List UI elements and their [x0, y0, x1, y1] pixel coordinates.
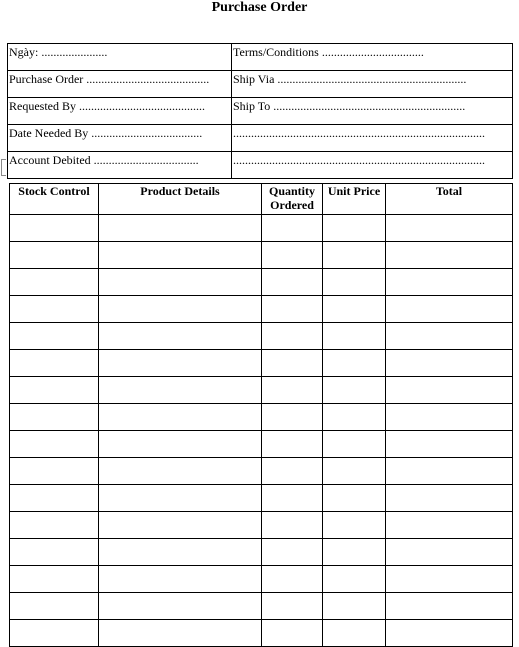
- unit-price-cell[interactable]: [323, 323, 386, 350]
- column-header-product-details: Product Details: [99, 184, 262, 215]
- stock-control-cell[interactable]: [10, 323, 99, 350]
- total-cell[interactable]: [386, 296, 513, 323]
- account-debited-field[interactable]: [8, 152, 232, 179]
- line-items-table: [9, 183, 513, 647]
- column-header-total: Total: [386, 184, 513, 215]
- product-details-cell[interactable]: [99, 242, 262, 269]
- date-needed-by-field[interactable]: [8, 125, 232, 152]
- date-needed-by-label: Date Needed By .....................................: [9, 126, 203, 140]
- ship-via-label: Ship Via ...............................................................: [233, 72, 467, 86]
- table-row: [10, 269, 513, 296]
- quantity-ordered-cell[interactable]: [262, 323, 323, 350]
- stock-control-cell[interactable]: [10, 566, 99, 593]
- product-details-cell[interactable]: [99, 458, 262, 485]
- table-row: [10, 404, 513, 431]
- unit-price-cell[interactable]: [323, 458, 386, 485]
- total-cell[interactable]: [386, 350, 513, 377]
- product-details-cell[interactable]: [99, 512, 262, 539]
- quantity-ordered-cell[interactable]: [262, 593, 323, 620]
- total-cell[interactable]: [386, 242, 513, 269]
- terms-conditions-field[interactable]: [232, 44, 513, 71]
- table-row: [10, 323, 513, 350]
- column-header-stock-control: Stock Control: [10, 184, 99, 215]
- account-debited-label: Account Debited ...................................: [9, 153, 199, 167]
- quantity-ordered-cell[interactable]: [262, 512, 323, 539]
- unit-price-cell[interactable]: [323, 620, 386, 647]
- total-cell[interactable]: [386, 620, 513, 647]
- quantity-ordered-cell[interactable]: [262, 350, 323, 377]
- table-row: [10, 539, 513, 566]
- product-details-cell[interactable]: [99, 593, 262, 620]
- stock-control-cell[interactable]: [10, 593, 99, 620]
- unit-price-cell[interactable]: [323, 431, 386, 458]
- stock-control-cell[interactable]: [10, 458, 99, 485]
- total-cell[interactable]: [386, 485, 513, 512]
- table-row: [10, 485, 513, 512]
- unit-price-cell[interactable]: [323, 242, 386, 269]
- quantity-header-line-1: Quantity: [268, 184, 315, 198]
- product-details-cell[interactable]: [99, 296, 262, 323]
- unit-price-cell[interactable]: [323, 566, 386, 593]
- purchase-order-field[interactable]: [8, 71, 232, 98]
- product-details-cell[interactable]: [99, 215, 262, 242]
- stock-control-cell[interactable]: [10, 404, 99, 431]
- terms-conditions-label: Terms/Conditions ..................................: [233, 45, 424, 59]
- quantity-ordered-cell[interactable]: [262, 620, 323, 647]
- stock-control-cell[interactable]: [10, 296, 99, 323]
- table-row: [10, 512, 513, 539]
- product-details-cell[interactable]: [99, 377, 262, 404]
- table-row: [10, 215, 513, 242]
- total-cell[interactable]: [386, 593, 513, 620]
- total-cell[interactable]: [386, 431, 513, 458]
- stock-control-cell[interactable]: [10, 215, 99, 242]
- stock-control-cell[interactable]: [10, 620, 99, 647]
- product-details-cell[interactable]: [99, 431, 262, 458]
- table-row: [10, 593, 513, 620]
- order-info-row: [8, 98, 513, 125]
- page-title: Purchase Order: [211, 0, 308, 15]
- product-details-cell[interactable]: [99, 269, 262, 296]
- address-line-dots: ....................................................................................: [233, 126, 485, 140]
- table-row: [10, 296, 513, 323]
- quantity-ordered-cell[interactable]: [262, 377, 323, 404]
- quantity-ordered-cell[interactable]: [262, 485, 323, 512]
- total-cell[interactable]: [386, 215, 513, 242]
- ship-to-address-line-2[interactable]: [232, 152, 513, 179]
- unit-price-cell[interactable]: [323, 512, 386, 539]
- column-header-quantity-ordered: [262, 184, 323, 215]
- line-items-header-row: [10, 184, 513, 215]
- quantity-ordered-cell[interactable]: [262, 242, 323, 269]
- quantity-header-line-2: Ordered: [270, 198, 314, 212]
- ship-to-label: Ship To ................................................................: [233, 99, 466, 113]
- order-info-row: [8, 44, 513, 71]
- product-details-cell[interactable]: [99, 323, 262, 350]
- stock-control-cell[interactable]: [10, 431, 99, 458]
- quantity-ordered-cell[interactable]: [262, 458, 323, 485]
- table-row: [10, 350, 513, 377]
- table-row: [10, 377, 513, 404]
- stock-control-cell[interactable]: [10, 269, 99, 296]
- order-info-row: [8, 152, 513, 179]
- order-info-row: [8, 71, 513, 98]
- unit-price-cell[interactable]: [323, 593, 386, 620]
- unit-price-cell[interactable]: [323, 350, 386, 377]
- unit-price-cell[interactable]: [323, 377, 386, 404]
- unit-price-cell[interactable]: [323, 269, 386, 296]
- requested-by-field[interactable]: [8, 98, 232, 125]
- stock-control-cell[interactable]: [10, 485, 99, 512]
- total-cell[interactable]: [386, 458, 513, 485]
- requested-by-label: Requested By ..........................................: [9, 99, 205, 113]
- table-row: [10, 566, 513, 593]
- ship-to-address-line-1[interactable]: [232, 125, 513, 152]
- stock-control-cell[interactable]: [10, 350, 99, 377]
- table-row: [10, 431, 513, 458]
- date-field[interactable]: [8, 44, 232, 71]
- product-details-cell[interactable]: [99, 539, 262, 566]
- product-details-cell[interactable]: [99, 485, 262, 512]
- product-details-cell[interactable]: [99, 620, 262, 647]
- total-cell[interactable]: [386, 323, 513, 350]
- table-row: [10, 242, 513, 269]
- quantity-ordered-cell[interactable]: [262, 566, 323, 593]
- quantity-ordered-cell[interactable]: [262, 404, 323, 431]
- table-selection-handle[interactable]: [1, 159, 6, 176]
- purchase-order-label: Purchase Order .........................................: [9, 72, 210, 86]
- unit-price-cell[interactable]: [323, 485, 386, 512]
- unit-price-cell[interactable]: [323, 296, 386, 323]
- table-row: [10, 620, 513, 647]
- unit-price-cell[interactable]: [323, 215, 386, 242]
- address-line-dots: ....................................................................................: [233, 153, 485, 167]
- stock-control-cell[interactable]: [10, 539, 99, 566]
- column-header-unit-price: Unit Price: [323, 184, 386, 215]
- table-row: [10, 458, 513, 485]
- product-details-cell[interactable]: [99, 350, 262, 377]
- total-cell[interactable]: [386, 539, 513, 566]
- unit-price-cell[interactable]: [323, 404, 386, 431]
- product-details-cell[interactable]: [99, 566, 262, 593]
- stock-control-cell[interactable]: [10, 512, 99, 539]
- quantity-ordered-cell[interactable]: [262, 215, 323, 242]
- unit-price-cell[interactable]: [323, 539, 386, 566]
- product-details-cell[interactable]: [99, 404, 262, 431]
- order-info-table: [7, 43, 513, 179]
- ship-to-field[interactable]: [232, 98, 513, 125]
- total-cell[interactable]: [386, 512, 513, 539]
- quantity-ordered-cell[interactable]: [262, 539, 323, 566]
- stock-control-cell[interactable]: [10, 377, 99, 404]
- total-cell[interactable]: [386, 377, 513, 404]
- ship-via-field[interactable]: [232, 71, 513, 98]
- quantity-ordered-cell[interactable]: [262, 296, 323, 323]
- quantity-ordered-cell[interactable]: [262, 431, 323, 458]
- quantity-ordered-cell[interactable]: [262, 269, 323, 296]
- date-label: Ngày: ......................: [9, 45, 108, 59]
- stock-control-cell[interactable]: [10, 242, 99, 269]
- total-cell[interactable]: [386, 404, 513, 431]
- total-cell[interactable]: [386, 566, 513, 593]
- total-cell[interactable]: [386, 269, 513, 296]
- order-info-row: [8, 125, 513, 152]
